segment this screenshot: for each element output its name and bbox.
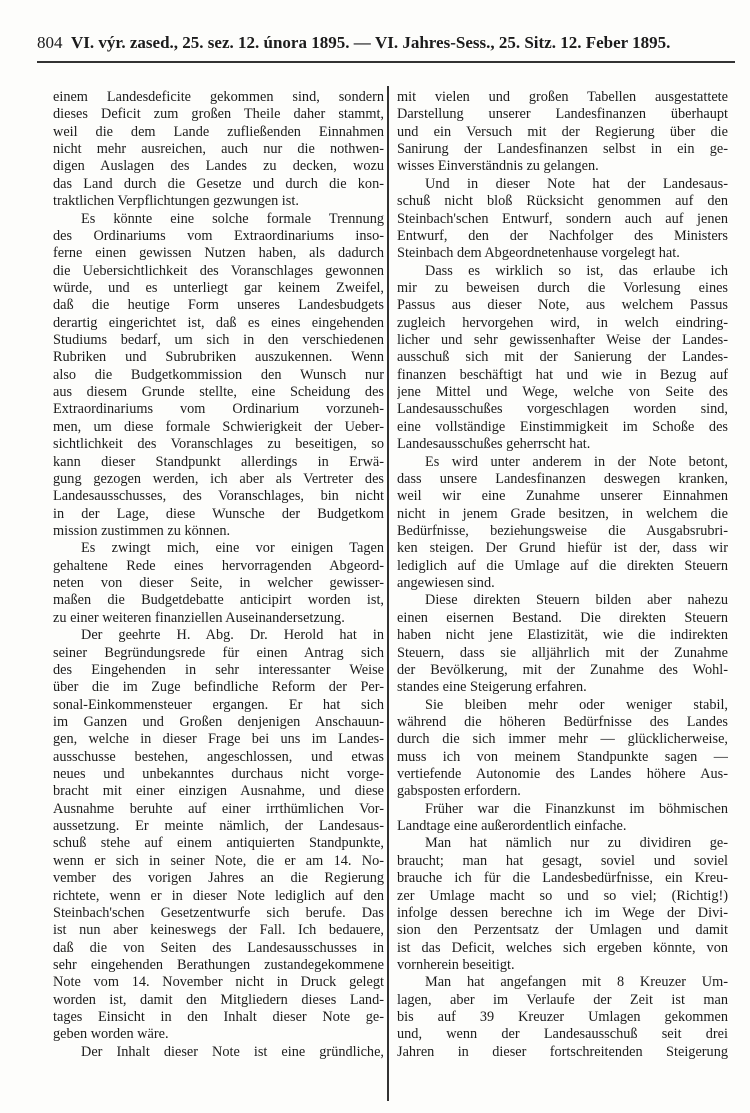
text-line: zer Umlage macht so und so viel; (Richtig!) <box>397 887 728 904</box>
text-line: derartig eingerichtet ist, daß es eines eingehenden <box>53 314 384 331</box>
text-line: daß die von Seiten des Landesausschusses in <box>53 939 384 956</box>
header-czech: VI. výr. zased., 25. sez. 12. února 1895. <box>71 33 350 52</box>
paragraph <box>397 263 728 454</box>
text-line: während die höheren Bedürfnisse des Landes <box>397 713 728 730</box>
left-column <box>53 89 384 1061</box>
paragraph <box>397 176 728 263</box>
text-line: würde, und es unterliegt gar keinem Zweifel, <box>53 279 384 296</box>
paragraph <box>53 1044 384 1061</box>
text-line: weil die dem Lande zufließenden Einnahmen <box>53 123 384 140</box>
text-line: infolge dessen berechne ich im Wege der Divi- <box>397 904 728 921</box>
text-line: brauche ich für die Landesbedürfnisse, ein Kreu- <box>397 870 728 887</box>
text-line: ausschusse bestehen, angeschlossen, und etwas <box>53 748 384 765</box>
text-line: und, wenn der Landesausschuß seit drei <box>397 1026 728 1043</box>
text-line: ausschuß sich mit der Sanierung der Landes- <box>397 349 728 366</box>
paragraph <box>397 801 728 836</box>
paragraph <box>397 835 728 974</box>
text-line: des Ordinariums vom Extraordinariums inso- <box>53 227 384 244</box>
text-line: gen, welche in dieser Frage bei uns im Landes- <box>53 731 384 748</box>
text-line: zu einer weiteren finanziellen Auseinandersetzung. <box>53 609 345 626</box>
text-line: über die im Zuge befindliche Reform der Per- <box>53 679 384 696</box>
text-line: jene Mittel und Wege, welche von Seite des <box>397 384 728 401</box>
text-line: gehaltene Rede eines hervorragenden Abgeord- <box>53 557 384 574</box>
text-line: geben worden wäre. <box>53 1026 169 1043</box>
text-line: ferne einen gewissen Nutzen haben, als dadurch <box>53 245 384 262</box>
text-line: Extraordinariums vom Ordinarium vorzuneh- <box>53 401 384 418</box>
text-line: ist das Deficit, welches sich ergeben könnte, von <box>397 939 728 956</box>
text-line: Man hat nämlich nur zu dividiren ge- <box>425 835 728 852</box>
text-line: angewiesen sind. <box>397 575 495 592</box>
text-line: licher und sehr gewissenhafter Weise der Landes- <box>397 332 728 349</box>
text-line: finanzen beschäftigt hat und wie in Bezug auf <box>397 366 728 383</box>
text-line: einen eisernen Bestand. Die direkten Steuern <box>397 609 728 626</box>
text-line: ist nun aber keineswegs der Fall. Ich bedauere, <box>53 922 384 939</box>
text-line: vember des vorigen Jahres an die Regierung <box>53 870 384 887</box>
text-line: mir zu beweisen durch die Vorlesung eines <box>397 279 728 296</box>
text-line: lagen, aber im Verlaufe der Zeit ist man <box>397 991 728 1008</box>
text-line: zugleich hervorgehen wird, in welch eindring- <box>397 314 728 331</box>
text-line: lediglich auf die Umlage auf die direkten Steuern <box>397 557 728 574</box>
text-line: daß die heutige Form unseres Landesbudgets <box>53 297 384 314</box>
text-line: Früher war die Finanzkunst im böhmischen <box>425 800 728 817</box>
text-line: Rubriken und Subrubriken auszukennen. Wenn <box>53 349 384 366</box>
text-line: dass unsere Landesfinanzen deswegen kranken, <box>397 470 728 487</box>
text-line: Passus aus dieser Note, aus welchem Passus <box>397 297 728 314</box>
text-line: und ein Versuch mit der Regierung über die <box>397 123 728 140</box>
text-line: Landesausschusses, des Voranschlages, bin nicht <box>53 488 384 505</box>
column-divider <box>387 86 389 1101</box>
text-line: mission zustimmen zu können. <box>53 522 231 539</box>
text-line: Steinbach dem Abgeordnetenhause vorgelegt hat. <box>397 245 680 262</box>
text-line: Landesausschußes vorgeschlagen worden sind, <box>397 401 728 418</box>
text-line: wisses Einverständnis zu gelangen. <box>397 158 599 175</box>
text-line: Landtage eine außerordentlich einfache. <box>397 818 627 835</box>
text-line: vornherein beseitigt. <box>397 956 515 973</box>
paragraph <box>53 540 384 627</box>
header-separator: — <box>353 33 371 52</box>
paragraph <box>397 89 728 176</box>
text-line: men, um diese formale Schwierigkeit der Ueber- <box>53 418 384 435</box>
text-line: braucht; man hat gesagt, soviel und soviel <box>397 852 728 869</box>
text-line: dieses Deficit zum großen Theile daher stammt, <box>53 106 384 123</box>
text-line: sion den Perzentsatz der Umlagen und damit <box>397 922 728 939</box>
text-line: Steuern, dass sie alljährlich mit der Zunahme <box>397 644 728 661</box>
text-line: nicht in jenem Grade besitzen, in welchem die <box>397 505 728 522</box>
text-line: worden ist, damit den Mitgliedern dieses Land- <box>53 991 384 1008</box>
paragraph <box>397 454 728 593</box>
text-line: Studiums bedarf, um sich in den verschiedenen <box>53 332 384 349</box>
text-line: sehr eingehenden Berathungen zustandegekommene <box>53 956 384 973</box>
text-line: Man hat angefangen mit 8 Kreuzer Um- <box>425 974 728 991</box>
text-line: ken steigen. Der Grund hiefür ist der, dass wir <box>397 540 728 557</box>
text-line: Der geehrte H. Abg. Dr. Herold hat in <box>81 627 384 644</box>
text-line: eine vollständige Einstimmigkeit im Schoße des <box>397 418 728 435</box>
header-rule <box>37 61 735 63</box>
text-line: maßen die Budgetdebatte anticipirt worden ist, <box>53 592 384 609</box>
text-line: wenn er sich in seiner Note, die er am 14. No- <box>53 852 384 869</box>
text-line: weil wir eine Zunahme unserer Einnahmen <box>397 488 728 505</box>
text-line: tages Einsicht in den Inhalt dieser Note ge- <box>53 1009 384 1026</box>
text-line: schuß nicht bloß Rücksicht genommen auf den <box>397 193 728 210</box>
paragraph <box>53 627 384 1044</box>
text-line: im Ganzen und Großen denjenigen Anschauun- <box>53 713 384 730</box>
text-line: Dass es wirklich so ist, das erlaube ich <box>425 262 728 279</box>
text-line: Es könnte eine solche formale Trennung <box>81 210 384 227</box>
text-line: einem Landesdeficite gekommen sind, sondern <box>53 89 384 105</box>
text-line: Jahren in dieser fortschreitenden Steigerung <box>397 1043 728 1060</box>
text-line: aussetzung. Er meinte nämlich, der Landesaus- <box>53 818 384 835</box>
text-line: Der Inhalt dieser Note ist eine gründliche, <box>81 1043 384 1060</box>
text-line: das Land durch die Gesetze und durch die kon- <box>53 175 384 192</box>
text-line: seiner Begründungsrede für einen Antrag sich <box>53 644 384 661</box>
page-number: 804 <box>37 33 63 52</box>
text-line: aus diesem Grunde stellte, eine Scheidung des <box>53 384 384 401</box>
text-line: standes eine Steigerung erfahren. <box>397 679 587 696</box>
text-line: digen Auslagen des Landes zu decken, wozu <box>53 158 384 175</box>
paragraph <box>53 89 384 211</box>
text-line: Steinbach'schen Gesetzentwurfe sich berufe. Das <box>53 904 384 921</box>
text-line: bracht mit einer einzigen Ausnahme, und diese <box>53 783 384 800</box>
text-line: kann dieser Standpunkt allerdings in Erwä- <box>53 453 384 470</box>
text-line: neues und unbekanntes durchaus nicht vorge- <box>53 766 384 783</box>
paragraph <box>397 974 728 1061</box>
text-line: gabsposten erfordern. <box>397 783 521 800</box>
text-line: nicht mehr ausreichen, auch nur die nothwen- <box>53 141 384 158</box>
text-line: Note vom 14. November nicht in Druck gelegt <box>53 974 384 991</box>
text-line: mit vielen und großen Tabellen ausgestattete <box>397 89 728 105</box>
text-line: schuß stehe auf einem antiquierten Standpunkte, <box>53 835 384 852</box>
text-line: sonal-Einkommensteuer ergangen. Er hat sich <box>53 696 384 713</box>
paragraph <box>397 697 728 801</box>
text-line: bis auf 39 Kreuzer Umlagen gekommen <box>397 1009 728 1026</box>
text-line: neten von dieser Seite, in welcher gewisser- <box>53 575 384 592</box>
text-line: des Eingehenden in sehr interessanter Weise <box>53 661 384 678</box>
text-line: der Bevölkerung, mit der Zunahme des Wohl- <box>397 661 728 678</box>
text-line: durch die sich immer mehr — glücklicherweise, <box>397 731 728 748</box>
text-line: traktlichen Verpflichtungen gezwungen ist. <box>53 193 299 210</box>
header-german: VI. Jahres-Sess., 25. Sitz. 12. Feber 1895. <box>374 33 671 52</box>
text-line: Steinbach'schen Entwurf, sondern auch auf jenen <box>397 210 728 227</box>
text-line: Und in dieser Note hat der Landesaus- <box>425 175 728 192</box>
text-line: Landesausschußes geherrscht hat. <box>397 436 591 453</box>
text-line: also die Budgetkommission den Wunsch nur <box>53 366 384 383</box>
text-line: Sie bleiben mehr oder weniger stabil, <box>425 696 728 713</box>
text-line: Darstellung unserer Landesfinanzen überhaupt <box>397 106 728 123</box>
text-line: vertiefende Autonomie des Landes höhere Aus- <box>397 766 728 783</box>
text-line: sichtlichkeit des Voranschlages zu beseitigen, so <box>53 436 384 453</box>
text-line: die Uebersichtlichkeit des Voranschlages gewonnen <box>53 262 384 279</box>
right-column <box>397 89 728 1061</box>
text-line: Es zwingt mich, eine vor einigen Tagen <box>81 540 384 557</box>
text-line: Sanirung der Landesfinanzen selbst in ein ge- <box>397 141 728 158</box>
paragraph <box>397 592 728 696</box>
text-line: muss ich von meinem Standpunkte sagen — <box>397 748 728 765</box>
text-line: in der Lage, diese Wunsche der Budgetkom <box>53 505 384 522</box>
text-line: Ausnahme beruhte auf einer irrthümlichen Vor- <box>53 800 384 817</box>
text-line: Entwurf, den der Nachfolger des Ministers <box>397 227 728 244</box>
text-line: Es wird unter anderem in der Note betont, <box>425 453 728 470</box>
running-header <box>37 33 735 53</box>
paragraph <box>53 211 384 541</box>
text-line: Diese direkten Steuern bilden aber nahezu <box>425 592 728 609</box>
text-line: Bedürfnisse, beziehungsweise die Ausgabsrubri- <box>397 522 728 539</box>
text-line: richtete, wenn er in dieser Note lediglich auf den <box>53 887 384 904</box>
text-line: haben nicht jene Elastizität, wie die indirekten <box>397 627 728 644</box>
text-line: gung gezogen werden, ich aber als Vertreter des <box>53 470 384 487</box>
